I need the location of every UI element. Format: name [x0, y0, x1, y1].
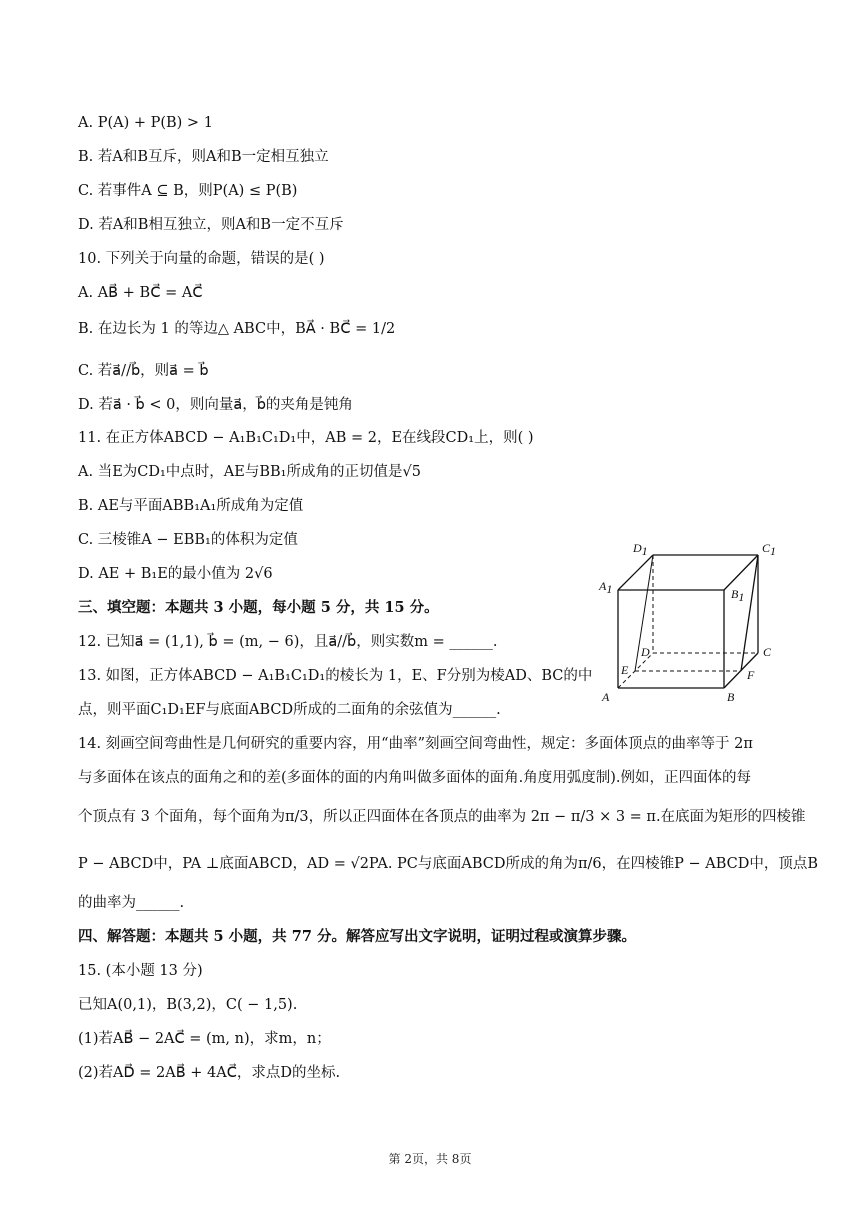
text-line-q9b: B. 若A和B互斥，则A和B一定相互独立 [78, 149, 329, 165]
text-line-q11b: B. AE与平面ABB₁A₁所成角为定值 [78, 498, 304, 514]
text-line-q11: 11. 在正方体ABCD − A₁B₁C₁D₁中，AB = 2，E在线段CD₁上，则( ) [78, 430, 534, 446]
label-a1: A1 [599, 579, 613, 596]
text-line-q10d: D. 若a⃗ · b⃗ < 0，则向量a⃗，b⃗的夹角是钝角 [78, 397, 353, 413]
text-line-q15: 15. (本小题 13 分) [78, 963, 203, 979]
text-line-q14e: 的曲率为______. [78, 895, 185, 911]
text-line-q15d: (2)若AD⃗ = 2AB⃗ + 4AC⃗，求点D的坐标. [78, 1065, 341, 1081]
text-line-q11a: A. 当E为CD₁中点时，AE与BB₁所成角的正切值是√5 [78, 464, 421, 480]
text-line-q14: 14. 刻画空间弯曲性是几何研究的重要内容，用“曲率”刻画空间弯曲性，规定：多面体顶点的曲率等于 2π [78, 736, 753, 752]
text-line-q10b: B. 在边长为 1 的等边△ ABC中，BA⃗ · BC⃗ = 1/2 [78, 321, 396, 337]
text-line-q12: 12. 已知a⃗ = (1,1), b⃗ = (m, − 6)，且a⃗//b⃗，则实数m = ______. [78, 634, 498, 650]
text-line-q15b: 已知A(0,1)，B(3,2)，C( − 1,5). [78, 997, 298, 1013]
text-line-sec4: 四、解答题：本题共 5 小题，共 77 分。解答应写出文字说明，证明过程或演算步骤。 [78, 928, 636, 945]
cube-figure [598, 538, 783, 708]
label-b: B [727, 690, 735, 704]
text-line-q13: 13. 如图，正方体ABCD − A₁B₁C₁D₁的棱长为 1，E、F分别为棱AD、BC的中 [78, 668, 593, 684]
text-line-q10a: A. AB⃗ + BC⃗ = AC⃗ [78, 285, 203, 301]
text-line-q11d: D. AE + B₁E的最小值为 2√6 [78, 566, 273, 582]
label-c: C [763, 645, 772, 659]
label-a: A [602, 690, 610, 704]
text-line-q9a: A. P(A) + P(B) > 1 [78, 115, 213, 131]
edge-a1-d1 [618, 555, 653, 590]
text-line-q14d: P − ABCD中，PA ⊥底面ABCD，AD = √2PA. PC与底面ABCD所成的角为π/6，在四棱锥P − ABCD中，顶点B [78, 856, 819, 872]
label-d: D [641, 645, 650, 659]
text-line-q14b: 与多面体在该点的面角之和的差(多面体的面的内角叫做多面体的面角.角度用弧度制).例如，正四面体的每 [78, 770, 752, 786]
edge-b1-c1 [724, 555, 758, 590]
label-e: E [621, 663, 629, 677]
text-line-q9c: C. 若事件A ⊆ B，则P(A) ≤ P(B) [78, 183, 298, 199]
text-line-q10c: C. 若a⃗//b⃗，则a⃗ = b⃗ [78, 363, 209, 379]
text-line-q13b: 点，则平面C₁D₁EF与底面ABCD所成的二面角的余弦值为______. [78, 702, 501, 718]
text-line-q15c: (1)若AB⃗ − 2AC⃗ = (m, n)，求m，n； [78, 1031, 331, 1047]
label-d1: D1 [633, 541, 648, 558]
page-footer: 第 2页，共 8页 [388, 1152, 472, 1166]
text-line-q10: 10. 下列关于向量的命题，错误的是( ) [78, 251, 325, 267]
label-c1: C1 [762, 541, 777, 558]
label-f: F [747, 668, 755, 682]
text-line-q9d: D. 若A和B相互独立，则A和B一定不互斥 [78, 217, 344, 233]
text-line-q14c: 个顶点有 3 个面角，每个面角为π/3，所以正四面体在各顶点的曲率为 2π − π/3 × 3 = π.在底面为矩形的四棱锥 [78, 809, 806, 825]
text-line-sec3: 三、填空题：本题共 3 小题，每小题 5 分，共 15 分。 [78, 599, 439, 616]
text-line-q11c: C. 三棱锥A − EBB₁的体积为定值 [78, 532, 298, 548]
label-b1: B1 [731, 587, 745, 604]
line-c1-f [741, 555, 758, 671]
